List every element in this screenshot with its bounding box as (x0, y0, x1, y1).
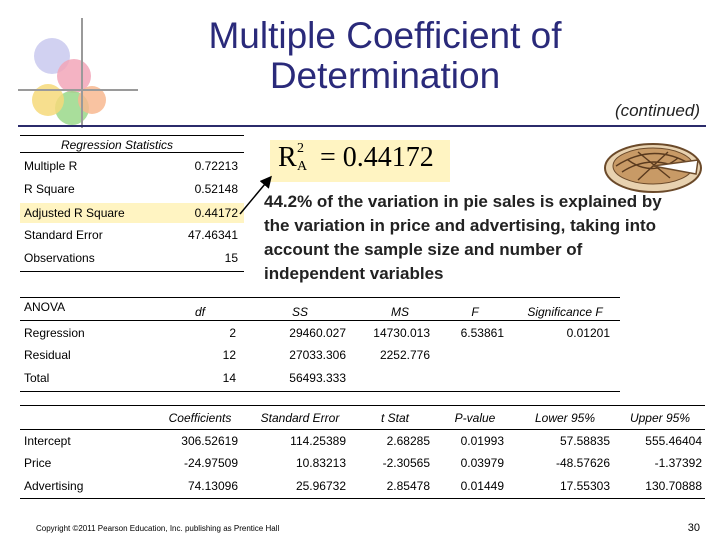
coef-cell: 2.68285 (386, 434, 430, 448)
coef-row-label: Price (24, 456, 52, 470)
anova-row-label: Total (24, 371, 50, 385)
coef-cell: 17.55303 (559, 479, 610, 493)
coef-cell: 25.96732 (295, 479, 346, 493)
copyright-text: Copyright ©2011 Pearson Education, Inc. publishing as Prentice Hall (36, 524, 280, 533)
decorative-circles-graphic (18, 18, 138, 128)
table-border (20, 271, 244, 272)
title-line-2: Determination (269, 55, 501, 96)
anova-cell: 14730.013 (373, 326, 430, 340)
table-border (20, 405, 705, 406)
anova-cell: 27033.306 (289, 348, 346, 362)
coef-cell: 306.52619 (181, 434, 238, 448)
stat-value: 47.46341 (187, 228, 238, 242)
table-border (20, 297, 620, 298)
page-title (150, 16, 620, 96)
anova-header: SS (291, 305, 308, 319)
coef-cell: 10.83213 (295, 456, 346, 470)
coef-cell: -1.37392 (654, 456, 702, 470)
anova-cell: 2252.776 (379, 348, 430, 362)
anova-cell: 0.01201 (566, 326, 610, 340)
table-border (20, 320, 620, 321)
stat-value: 0.72213 (194, 159, 238, 173)
coef-header: Standard Error (260, 411, 340, 425)
table-border (20, 135, 244, 136)
anova-cell: 6.53861 (460, 326, 504, 340)
coef-cell: 114.25389 (290, 434, 346, 448)
regression-statistics-header: Regression Statistics (60, 138, 174, 152)
stat-label: Multiple R (24, 159, 78, 173)
coef-cell: 74.13096 (187, 479, 238, 493)
anova-cell: 12 (222, 348, 236, 362)
stat-value: 0.44172 (194, 206, 238, 220)
formula-value: = 0.44172 (320, 142, 434, 173)
coef-header: Lower 95% (534, 411, 596, 425)
anova-header: Significance F (527, 305, 603, 319)
anova-label: ANOVA (24, 300, 66, 314)
table-border (20, 429, 705, 430)
coef-header: P-value (454, 411, 496, 425)
title-rule (18, 125, 706, 127)
title-line-1: Multiple Coefficient of (208, 15, 562, 56)
coef-cell: 130.70888 (645, 479, 702, 493)
anova-header: MS (391, 305, 409, 319)
formula-subscript: A (297, 159, 308, 174)
coef-cell: 2.85478 (386, 479, 430, 493)
anova-header: df (194, 305, 205, 319)
anova-cell: 2 (229, 326, 236, 340)
page-number: 30 (687, 522, 700, 534)
stat-label: R Square (24, 182, 75, 196)
coef-cell: 57.58835 (559, 434, 610, 448)
adjusted-r-square-formula (270, 140, 450, 182)
coef-row-label: Advertising (24, 479, 84, 493)
table-border (20, 391, 620, 392)
subtitle: (continued) (614, 101, 700, 120)
anova-row-label: Regression (24, 326, 85, 340)
coef-cell: -48.57626 (555, 456, 610, 470)
coef-row-label: Intercept (24, 434, 71, 448)
coef-header: Coefficients (168, 411, 232, 425)
coef-cell: 0.01449 (460, 479, 504, 493)
stat-label: Observations (24, 251, 95, 265)
stat-value: 15 (224, 251, 238, 265)
coef-header: t Stat (380, 411, 409, 425)
anova-cell: 29460.027 (289, 326, 346, 340)
coef-header: Upper 95% (629, 411, 691, 425)
coef-cell: -24.97509 (183, 456, 238, 470)
explanation-text: 44.2% of the variation in pie sales is explained by the variation in price and advertising, taking into account the sample size and number of independent variables (264, 192, 662, 283)
coef-cell: 0.03979 (460, 456, 504, 470)
table-border (20, 498, 705, 499)
coef-cell: 555.46404 (645, 434, 702, 448)
coef-cell: 0.01993 (460, 434, 504, 448)
anova-cell: 14 (222, 371, 236, 385)
table-border (20, 152, 244, 153)
stat-label: Adjusted R Square (24, 206, 125, 220)
stat-value: 0.52148 (194, 182, 238, 196)
stat-label: Standard Error (24, 228, 103, 242)
coef-cell: -2.30565 (382, 456, 430, 470)
formula-superscript: 2 (297, 141, 304, 156)
anova-header: F (471, 305, 479, 319)
anova-row-label: Residual (24, 348, 71, 362)
anova-cell: 56493.333 (289, 371, 346, 385)
formula-symbol: R (278, 142, 297, 173)
